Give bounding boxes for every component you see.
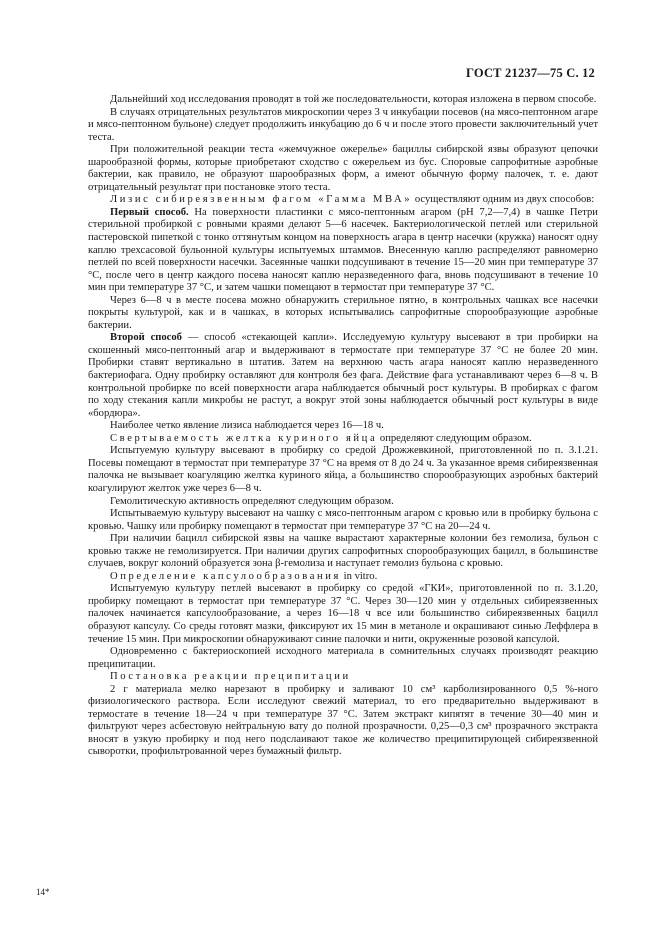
- page-footer-mark: 14*: [36, 887, 50, 897]
- paragraph: Испытуемую культуру высевают в пробирку со средой Дрожжевкиной, приготовленной по п. 3.1.21. Посевы помещают в термостат при температуре 37 °С на время от 8 до 24 ч. За указанное время сибиреязвенная палочка не вызывает коагуляцию желтка куриного яйца, а большинство спорообразующих аэробных бактерий коагулируют желток уже через 6—8 ч.: [88, 445, 598, 494]
- paragraph: В случаях отрицательных результатов микроскопии через 3 ч инкубации посевов (на мясо-пептонном агаре и мясо-пептонном бульоне) следует продолжить инкубацию до 6 ч и после этого провести заключительный учет теста.: [88, 106, 598, 143]
- paragraph: Гемолитическую активность определяют следующим образом.: [110, 495, 394, 507]
- section-heading-precipitation: Постановка реакции преципитации: [110, 671, 351, 683]
- paragraph: Испытуемую культуру петлей высевают в пробирку со средой «ГКИ», приготовленной по п. 3.1.20, пробирку помещают в термостат при температуре 37 °С. Через 30—120 мин у отдельных сибиреязвенных палочек начинается капсулообразование, а через 16—18 ч все или большинство сибиреязвенных бацилл образуют капсулу. Со среды готовят мазки, фиксируют их 15 мин в метаноле и окрашивают синью Леффлера в течение 15 мин. При микроскопии обнаруживают синие палочки и нити, окруженные розовой капсулой.: [88, 583, 598, 645]
- paragraph-second-method: Второй способ — способ «стекающей капли». Исследуемую культуру высевают в три пробирки на скошенный мясо-пептонный агар и выдерживают в термостате при температуре 37 °С не более 20 мин. Пробирки ставят вертикально в штатив. Затем на верхнюю часть агара наносят каплю неразведенного бактериофага. Одну пробирку оставляют для контроля без фага. Действие фага устанавливают через 6—8 ч. В контрольной пробирке по всей поверхности агара наблюдается обычный рост культуры. В пробирках с фагом по ходу стекания капли микробы не растут, а вокруг этой зоны наблюдается обычный рост культуры в виде «бордюра».: [88, 332, 598, 419]
- paragraph: При положительной реакции теста «жемчужное ожерелье» бациллы сибирской язвы образуют цепочки шарообразной формы, которые приобретают сходство с ожерельем из бус. Споровые сапрофитные аэробные бактерии, как правило, не образуют шарообразных форм, а имеют обычную форму палочек, т. е. дают отрицательный результат при постановке этого теста.: [88, 144, 598, 193]
- document-body: [88, 94, 598, 759]
- paragraph: Испытываемую культуру высевают на чашку с мясо-пептонным агаром с кровью или в пробирку бульона с кровью. Чашку или пробирку помещают в термостат при температуре 37 °С на 20—24 ч.: [88, 508, 598, 532]
- page-header: ГОСТ 21237—75 С. 12: [466, 66, 595, 80]
- paragraph: Одновременно с бактериоскопией исходного материала в сомнительных случаях производят реакцию преципитации.: [88, 646, 598, 670]
- paragraph: Дальнейший ход исследования проводят в той же последовательности, которая изложена в первом способе.: [110, 94, 597, 105]
- paragraph: При наличии бацилл сибирской язвы на чашке вырастают характерные колонии без гемолиза, бульон с кровью также не гемолизируется. При наличии других сапрофитных спорообразующих бацилл, в большинстве случаев, вокруг колоний образуется зона β-гемолиза и наступает гемолиз бульона с кровью.: [88, 533, 598, 570]
- paragraph: 2 г материала мелко нарезают в пробирку и заливают 10 см³ карболизированного 0,5 %-ного физиологического раствора. Если исследуют свежий материал, то его предварительно выдерживают в термостате в течение 18—24 ч при температуре 37 °С. Затем экстракт кипятят в течение 30—40 мин и фильтруют через асбестовую нейтральную вату до полной прозрачности. 0,25—0,3 см³ прозрачного экстракта вносят в узкую пробирку и под него подслаивают такое же количество преципитирующей сибиреязвенной сыворотки, профильтрованной через бумажный фильтр.: [88, 683, 598, 758]
- section-heading-yolk-coagulation: Свертываемость желтка куриного яйца определяют следующим образом.: [110, 432, 532, 444]
- section-heading-phage-lysis: Лизис сибиреязвенным фагом «Гамма МВА» осуществляют одним из двух способов:: [110, 194, 595, 206]
- paragraph: Наиболее четко явление лизиса наблюдается через 16—18 ч.: [110, 420, 384, 432]
- section-heading-capsule-formation: Определение капсулообразования in vitro.: [110, 570, 378, 582]
- paragraph: Через 6—8 ч в месте посева можно обнаружить стерильное пятно, в контрольных чашках все насечки покрыты культурой, как и в чашках, в которых испытывались сапрофитные спорообразующие аэробные бактерии.: [88, 294, 598, 331]
- paragraph-first-method: Первый способ. На поверхности пластинки с мясо-пептонным агаром (рН 7,2—7,4) в чашке Петри стерильной пробиркой с ровными краями делают 5—6 насечек. Бактериологической петлей или стерильной пастеровской пипеткой с тонко оттянутым концом на поверхность агара в центр насечки (кружка) наносят одну каплю трехсасовой бульонной культуры испытуемых штаммов. Внесенную каплю распределяют равномерно петлей по всей поверхности насечки. Засеянные чашки подсушивают в течение 15—20 мин при температуре 37 °С, после чего в центр каждого посева наносят каплю неразведенного фага, вновь подсушивают в течение 10 мин при температуре 37 °С, и затем чашки помещают в термостат при температуре 37 °С.: [88, 206, 598, 294]
